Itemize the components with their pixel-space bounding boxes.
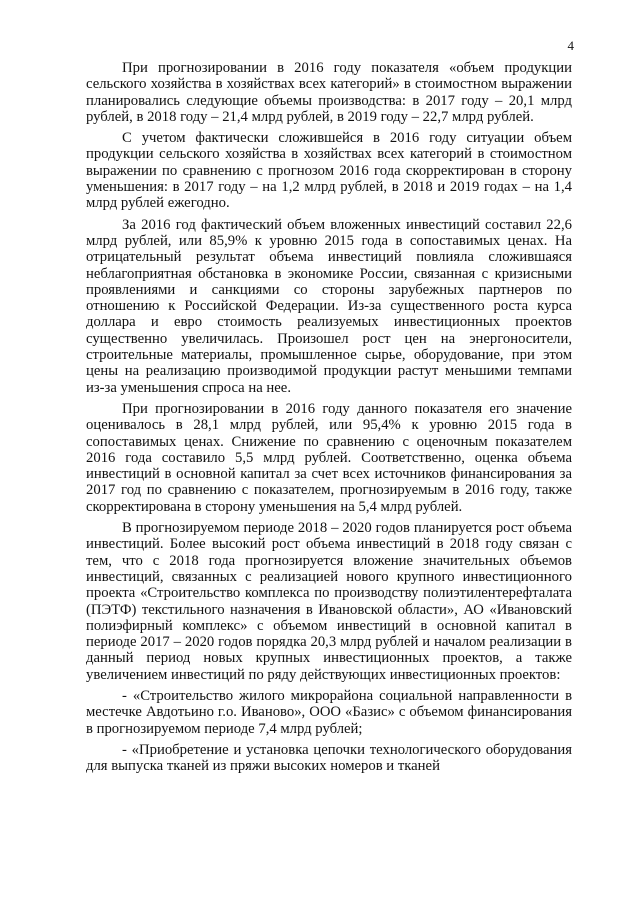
list-item-2: - «Приобретение и установка цепочки технологического оборудования для выпуска тканей из пряжи высоких номеров и тканей (86, 741, 572, 775)
page-number: 4 (567, 38, 574, 53)
paragraph-4: При прогнозировании в 2016 году данного показателя его значение оценивалось в 28,1 млрд рублей, или 95,4% к уровню 2015 года в сопоставимых ценах. Снижение по сравнению с оценочным показателем 2016 года составило 5,5 млрд рублей. Соответственно, оценка объема инвестиций в основной капитал за счет всех источников финансирования за 2017 год по сравнению с показателем, прогнозируемым в 2016 году, также скорректирована в сторону уменьшения на 5,4 млрд рублей. (86, 400, 572, 515)
paragraph-3: За 2016 год фактический объем вложенных инвестиций составил 22,6 млрд рублей, или 85,9% к уровню 2015 года в сопоставимых ценах. На отрицательный результат объема инвестиций повлияла сложившаяся неблагоприятная обстановка в экономике России, связанная с кризисными проявлениями и санкциями со стороны зарубежных партнеров по отношению к Российской Федерации. Из-за существенного роста курса доллара и евро стоимость реализуемых инвестиционных проектов существенно увеличилась. Произошел рост цен на энергоносители, строительные материалы, промышленное сырье, оборудование, при этом цены на реализацию производимой продукции растут меньшими темпами из-за уменьшения спроса на нее. (86, 216, 572, 396)
paragraph-1: При прогнозировании в 2016 году показателя «объем продукции сельского хозяйства в хозяйствах всех категорий» в стоимостном выражении планировались следующие объемы производства: в 2017 году – 20,1 млрд рублей, в 2018 году – 21,4 млрд рублей, в 2019 году – 22,7 млрд рублей. (86, 60, 572, 125)
document-body (86, 60, 572, 774)
paragraph-2: С учетом фактически сложившейся в 2016 году ситуации объем продукции сельского хозяйства в хозяйствах всех категорий в стоимостном выражении по сравнению с прогнозом 2016 года скорректирован в сторону уменьшения: в 2017 году – на 1,2 млрд рублей, в 2018 и 2019 годах – на 1,4 млрд рублей ежегодно. (86, 130, 572, 212)
list-item-1: - «Строительство жилого микрорайона социальной направленности в местечке Авдотьино г.о. Иваново», ООО «Базис» с объемом финансирования в прогнозируемом периоде 7,4 млрд рублей; (86, 687, 572, 737)
paragraph-5: В прогнозируемом периоде 2018 – 2020 годов планируется рост объема инвестиций. Более высокий рост объема инвестиций в 2018 году связан с тем, что с 2018 года прогнозируется вложение значительных объемов инвестиций, связанных с реализацией нового крупного инвестиционного проекта «Строительство комплекса по производству полиэтилентерефталата (ПЭТФ) текстильного назначения в Ивановской области», АО «Ивановский полиэфирный комплекс» с объемом инвестиций в основной капитал в периоде 2017 – 2020 годов порядка 20,3 млрд рублей и началом реализации в данный период новых крупных инвестиционных проектов, а также увеличением инвестиций по ряду действующих инвестиционных проектов: (86, 520, 572, 683)
